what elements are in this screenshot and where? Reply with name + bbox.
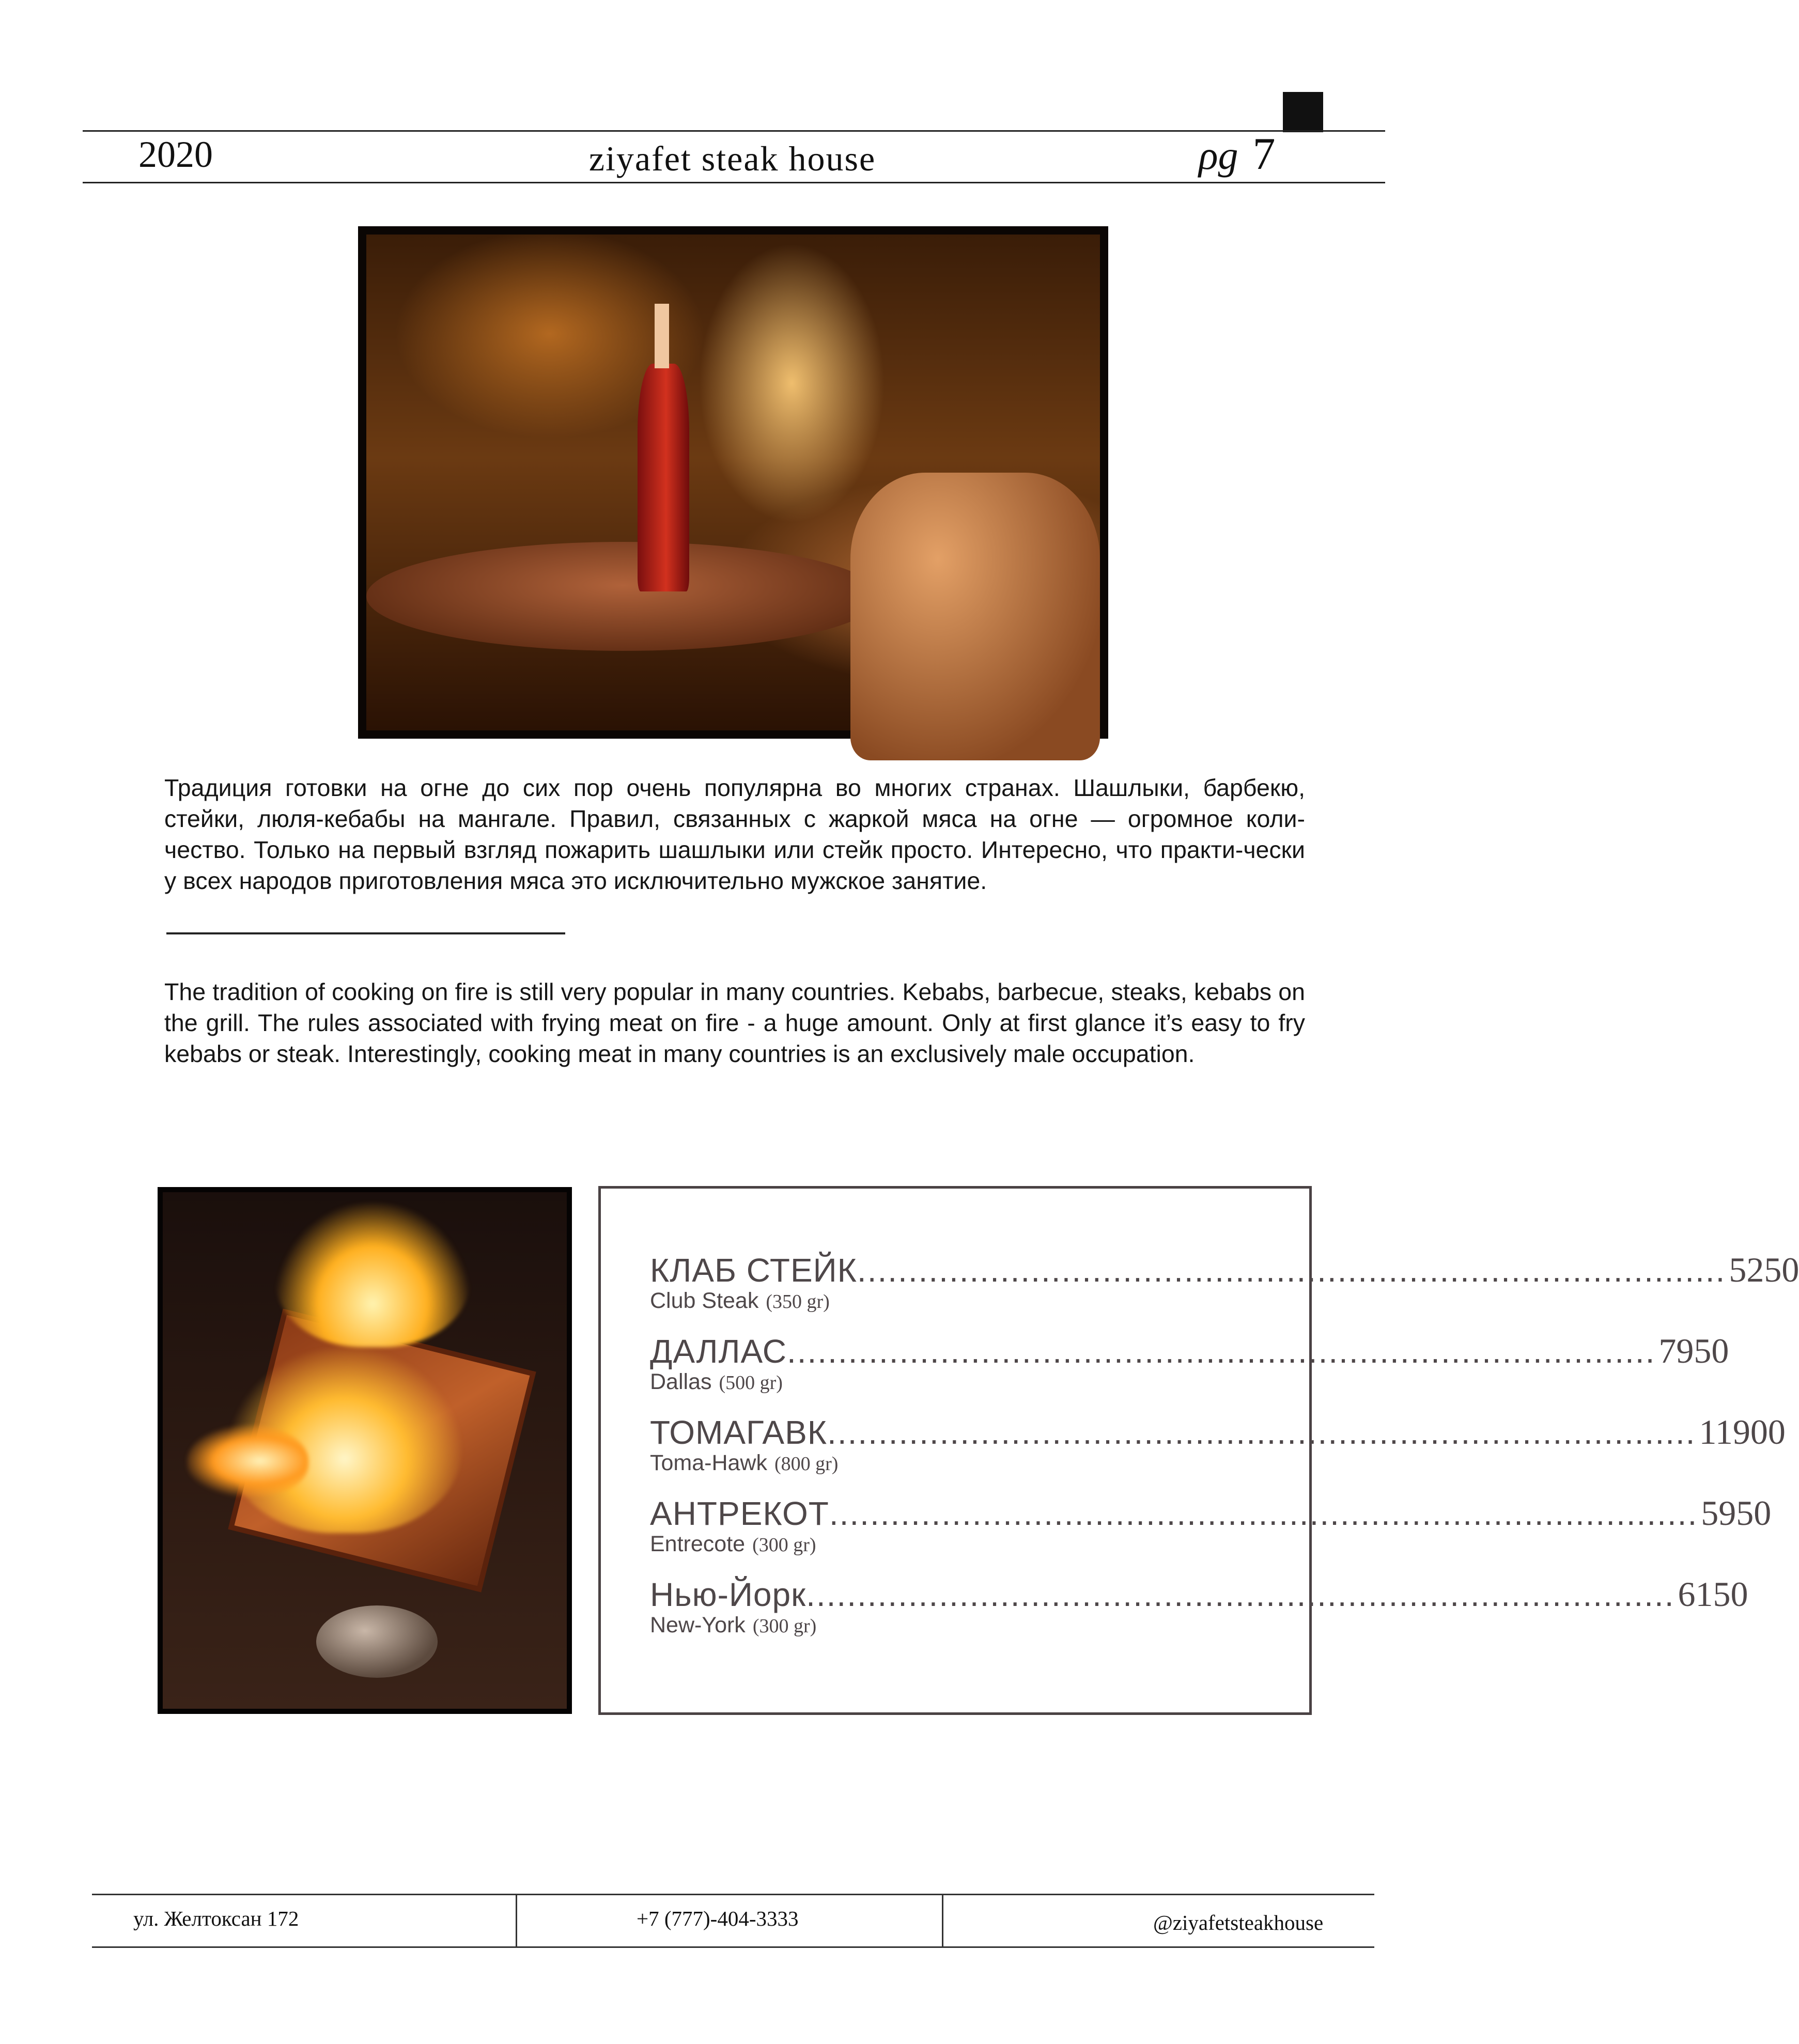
menu-item-name: ТОМАГАВК [650,1414,828,1451]
menu-item-price: 7950 [1658,1331,1729,1370]
header-bottom-rule [83,182,1385,183]
photo-candle [655,304,669,368]
menu-item-weight: (500 gr) [719,1372,783,1394]
menu-item [650,1331,1729,1395]
footer-bottom-rule [92,1946,1374,1948]
header-top-rule [83,130,1385,132]
footer-separator [942,1894,943,1946]
menu-item [650,1493,1772,1557]
menu-item-leader: ..................................................................................... [806,1576,1675,1613]
menu-item-name: КЛАБ СТЕЙК [650,1252,857,1289]
menu-item-price: 5950 [1701,1493,1772,1533]
menu-item-weight: (350 gr) [766,1291,830,1313]
section-divider [166,932,565,934]
photo-bottle [638,364,689,592]
photo-flame-torch [187,1425,308,1497]
footer-address: ул. Желтоксан 172 [133,1907,299,1930]
menu-item-leader: ..................................................................................... [827,1414,1696,1451]
menu-item-price: 5250 [1729,1250,1799,1289]
header-title: ziyafet steak house [588,139,876,178]
menu-item-name: Нью-Йорк [650,1576,807,1613]
restaurant-interior-photo [358,226,1108,739]
paragraph-russian: Традиция готовки на огне до сих пор очень популярна во многих странах. Шашлыки, барбекю, стейки, люля-кебабы на мангале. Правил, связанных с жаркой мяса на огне — огромное коли-чество. Только на первый взгляд пожарить шашлыки или стейк просто. Интересно, что практи-чески у всех народов приготовления мяса это исключительно мужское занятие. [164,774,1305,894]
photo-table [366,542,880,651]
header-year: 2020 [138,134,213,175]
menu-item-price: 11900 [1699,1412,1786,1452]
menu-item [650,1574,1748,1638]
paragraph-english: The tradition of cooking on fire is still very popular in many countries. Kebabs, barbecue, steaks, kebabs on the grill. The rules associated with frying meat on fire - a huge amount. Only at first glance it’s easy to fry kebabs or steak. Interestingly, cooking meat in many countries is an exclusively male occupation. [164,978,1305,1067]
menu-item [650,1412,1786,1476]
menu-item-subtitle: New-York [650,1613,746,1637]
header-page-number [1199,128,1275,180]
photo-flame-upper [276,1203,470,1347]
menu-price-list [598,1186,1799,1715]
menu-item-leader: ..................................................................................... [857,1252,1726,1289]
page-prefix: ρg [1199,133,1238,178]
footer-instagram: @ziyafetsteakhouse [1153,1911,1324,1934]
flambe-steak-photo [158,1187,572,1714]
menu-item-subtitle: Toma-Hawk [650,1450,767,1475]
page-number: 7 [1252,129,1276,179]
menu-item-leader: ..................................................................................... [829,1495,1698,1532]
menu-item-subtitle: Club Steak [650,1288,759,1313]
menu-item-subtitle: Entrecote [650,1532,746,1556]
menu-item-price: 6150 [1678,1574,1748,1614]
menu-item-weight: (300 gr) [752,1615,817,1637]
menu-item-subtitle: Dallas [650,1369,712,1394]
footer-phone: +7 (777)-404-3333 [637,1907,799,1930]
photo-sauce-boat [316,1605,438,1678]
menu-item [650,1250,1799,1314]
menu-item-weight: (800 gr) [774,1453,839,1475]
corner-marker [1283,92,1323,132]
footer-top-rule [92,1894,1374,1895]
menu-item-name: АНТРЕКОТ [650,1495,829,1532]
menu-item-weight: (300 gr) [752,1534,816,1556]
menu-item-leader: ..................................................................................... [786,1333,1656,1370]
footer-separator [516,1894,517,1946]
menu-item-name: ДАЛЛАС [650,1333,787,1370]
photo-chair [850,473,1100,760]
